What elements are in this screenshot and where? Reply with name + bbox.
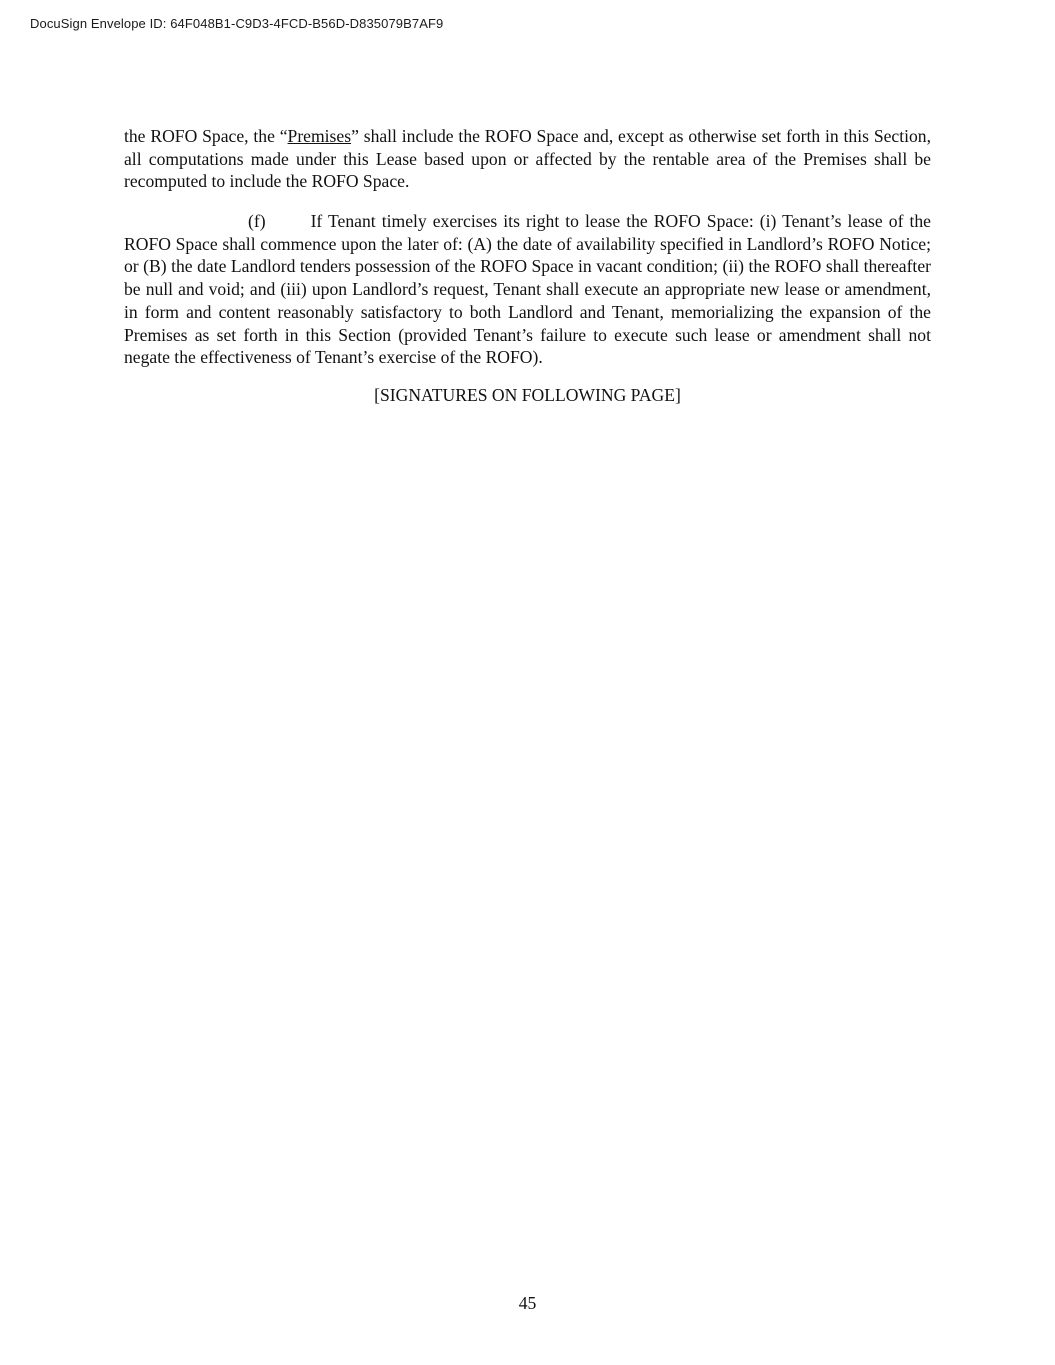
paragraph-f-text: If Tenant timely exercises its right to lease the ROFO Space: (i) Tenant’s lease of the ROFO Space shall commence upon the later of: (A) the date of availability specified in Landlord’s ROFO Notice; or (B) the date Landlord tenders possession of the ROFO Space in vacant condition; (ii) the ROFO shall thereafter be null and void; and (iii) upon Landlord’s request, Tenant shall execute an appropriate new lease or amendment, in form and content reasonably satisfactory to both Landlord and Tenant, memorializing the expansion of the Premises as set forth in this Section (provided Tenant’s failure to execute such lease or amendment shall not negate the effectiveness of Tenant’s exercise of the ROFO). bbox=[124, 211, 931, 368]
paragraph-label-f: (f) bbox=[248, 211, 266, 231]
paragraph-premises-definition bbox=[124, 125, 931, 193]
paragraph-1-rest-text: ” shall include the ROFO Space and, except as otherwise set forth in this Section, all computations made under this Lease based upon or affected by the rentable area of the Premises shall be recomputed to include the ROFO Space. bbox=[124, 126, 931, 192]
page-number: 45 bbox=[518, 1293, 537, 1313]
paragraph-1-lead-text: the ROFO Space, the “ bbox=[124, 126, 288, 146]
defined-term-premises: Premises bbox=[287, 126, 352, 146]
signatures-notice: [SIGNATURES ON FOLLOWING PAGE] bbox=[374, 385, 681, 405]
paragraph-f-rofo-exercise bbox=[124, 210, 931, 369]
docusign-envelope-id: DocuSign Envelope ID: 64F048B1-C9D3-4FCD-B56D-D835079B7AF9 bbox=[30, 16, 444, 31]
